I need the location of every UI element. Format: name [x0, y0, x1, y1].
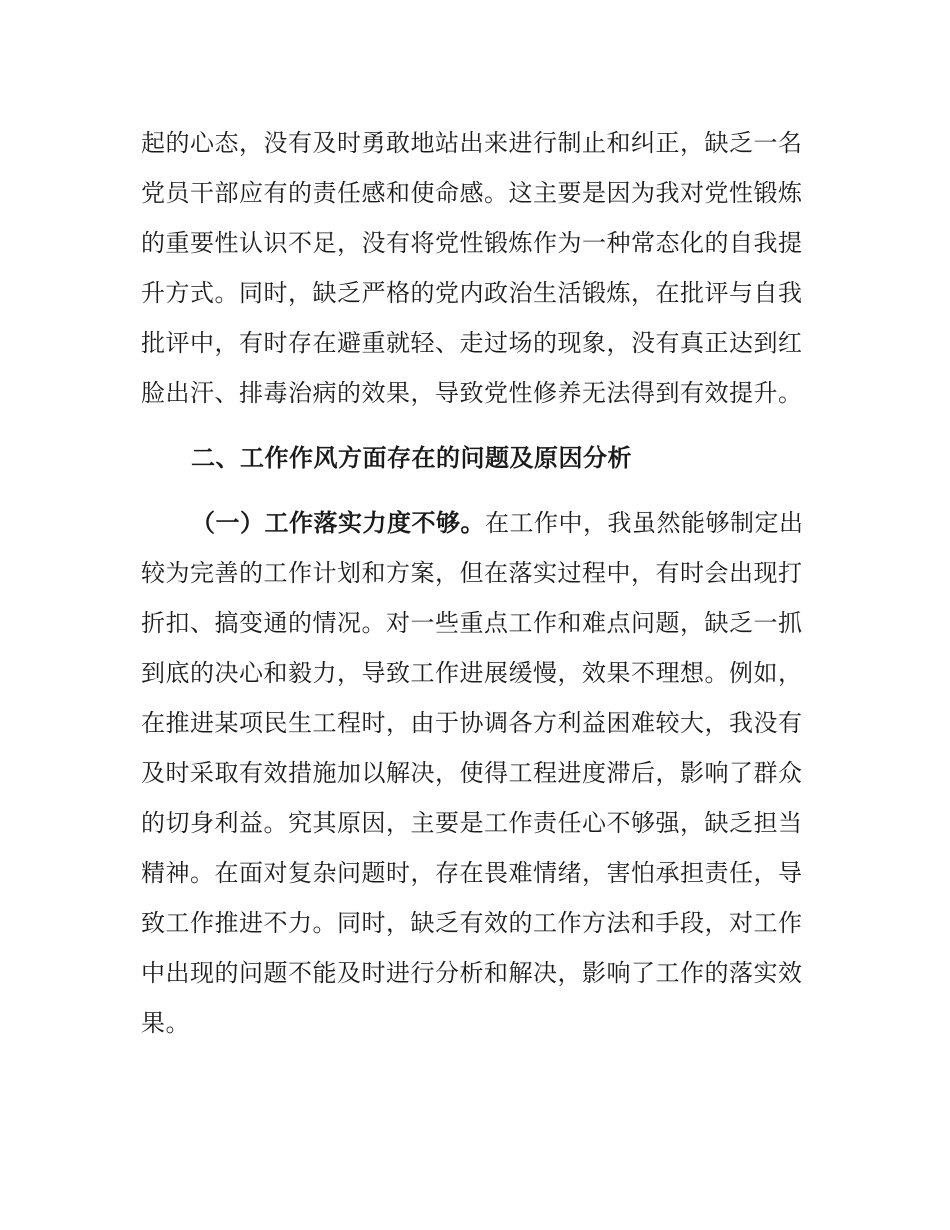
subsection-title: （一）工作落实力度不够。 [191, 509, 485, 537]
paragraph-line: 致工作推进不力。同时，缺乏有效的工作方法和手段，对工作 [141, 909, 803, 937]
paragraph-line: 果。 [141, 1009, 190, 1037]
paragraph-line: 党员干部应有的责任感和使命感。这主要是因为我对党性锻炼 [141, 179, 803, 207]
paragraph-line: 的重要性认识不足，没有将党性锻炼作为一种常态化的自我提 [141, 229, 803, 257]
paragraph-line: 升方式。同时，缺乏严格的党内政治生活锻炼，在批评与自我 [141, 279, 803, 307]
paragraph-line: 到底的决心和毅力，导致工作进展缓慢，效果不理想。例如， [141, 659, 803, 687]
paragraph-line: 较为完善的工作计划和方案，但在落实过程中，有时会出现打 [141, 559, 803, 587]
subsection-first-line [191, 508, 871, 538]
paragraph-line: 及时采取有效措施加以解决，使得工程进度滞后，影响了群众 [141, 759, 803, 787]
section-heading: 二、工作作风方面存在的问题及原因分析 [191, 444, 632, 472]
paragraph-line: 脸出汗、排毒治病的效果，导致党性修养无法得到有效提升。 [141, 379, 803, 407]
paragraph-line: 在推进某项民生工程时，由于协调各方利益困难较大，我没有 [141, 709, 803, 737]
paragraph-line: 中出现的问题不能及时进行分析和解决，影响了工作的落实效 [141, 959, 803, 987]
subsection-lead-text: 在工作中，我虽然能够制定出 [485, 509, 804, 537]
paragraph-line: 批评中，有时存在避重就轻、走过场的现象，没有真正达到红 [141, 329, 803, 357]
paragraph-line: 折扣、搞变通的情况。对一些重点工作和难点问题，缺乏一抓 [141, 609, 803, 637]
paragraph-line: 精神。在面对复杂问题时，存在畏难情绪，害怕承担责任，导 [141, 859, 803, 887]
paragraph-line: 起的心态，没有及时勇敢地站出来进行制止和纠正，缺乏一名 [141, 129, 803, 157]
paragraph-line: 的切身利益。究其原因，主要是工作责任心不够强，缺乏担当 [141, 809, 803, 837]
